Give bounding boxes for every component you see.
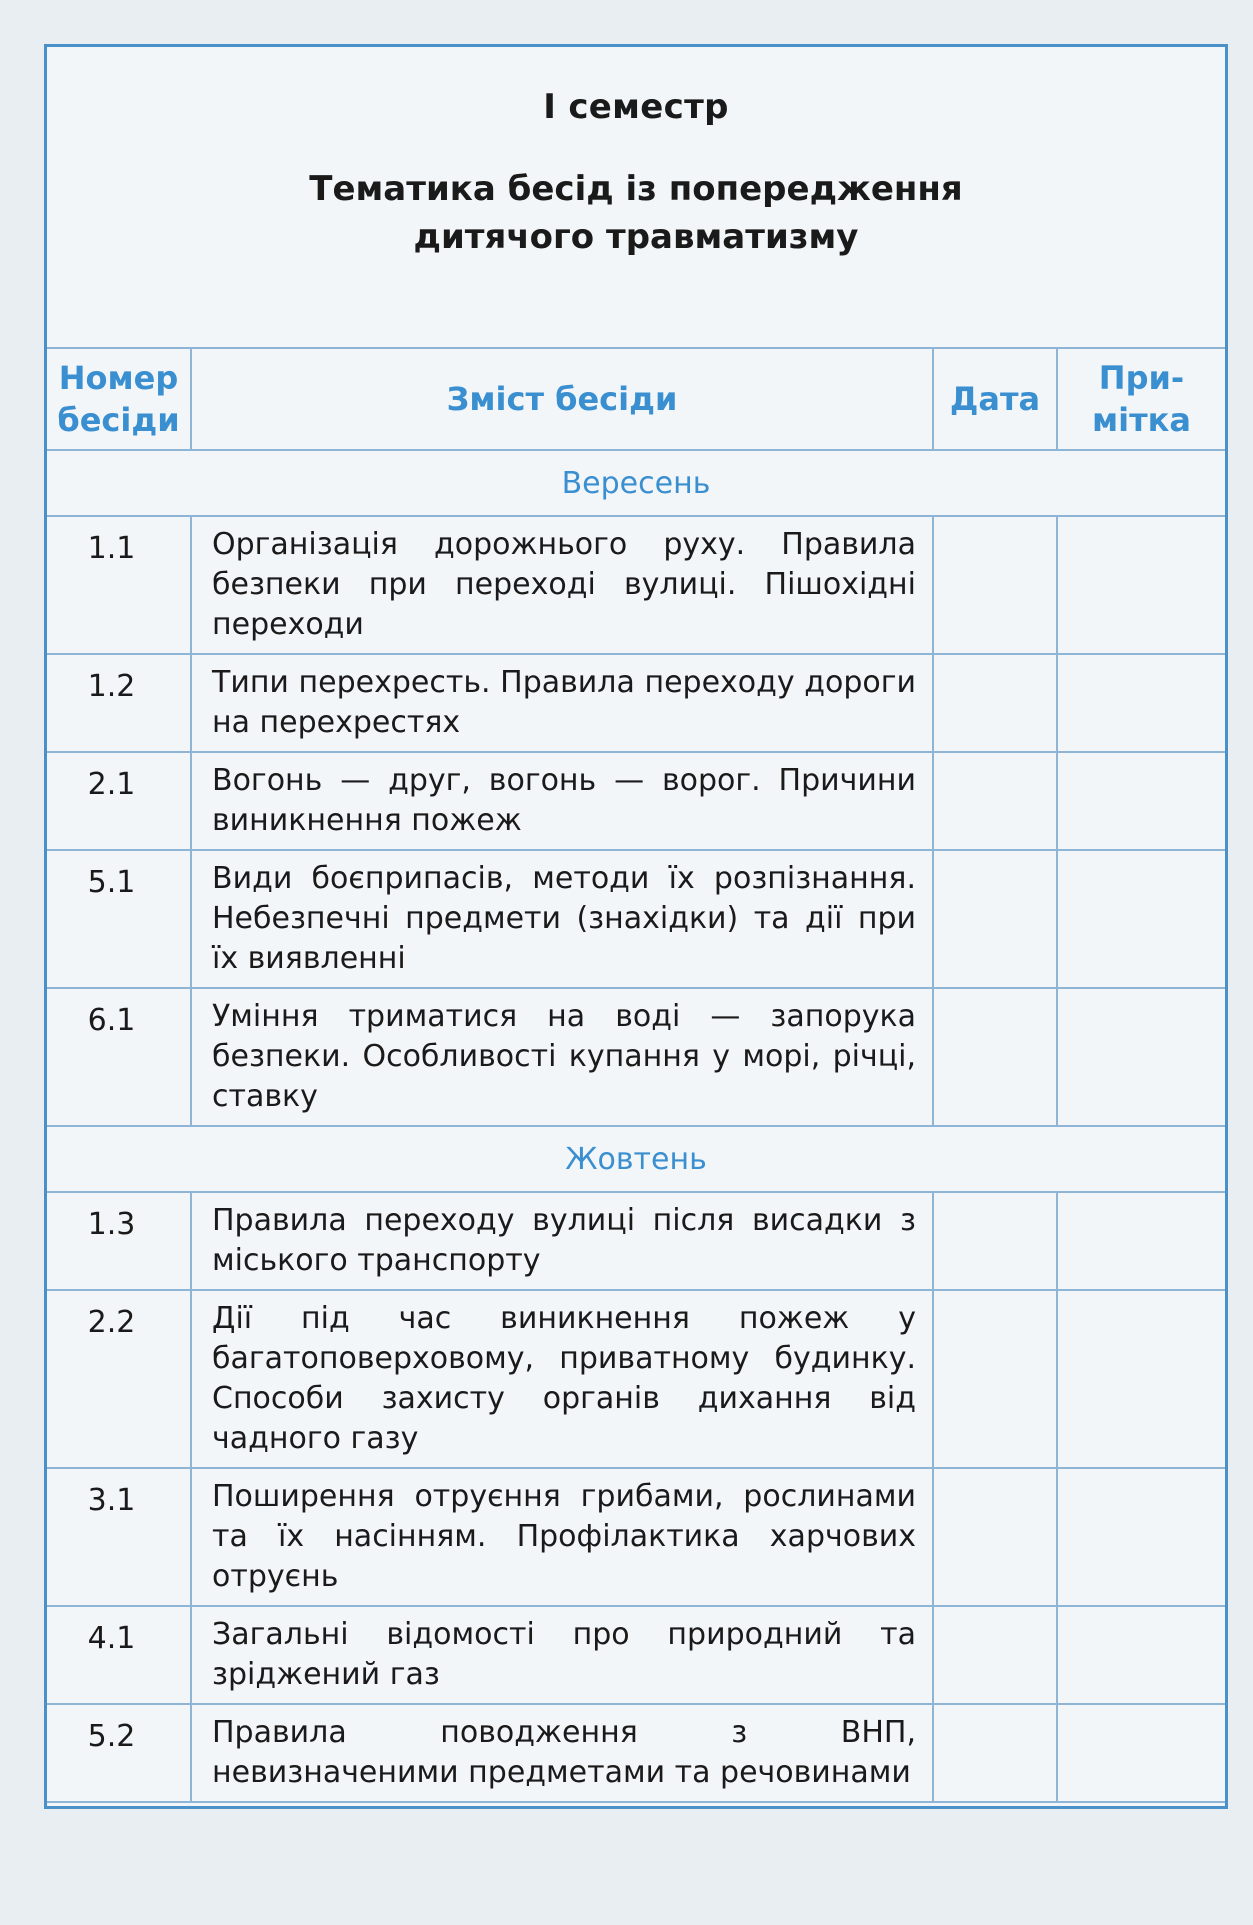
month-label: Вересень <box>47 450 1225 516</box>
note-cell <box>1057 1468 1225 1606</box>
table-row <box>47 1192 1225 1290</box>
date-cell <box>933 1704 1057 1802</box>
table-row <box>47 850 1225 988</box>
header-number-line-1: Номер <box>58 359 179 397</box>
date-cell <box>933 1192 1057 1290</box>
conversation-content: Поширення отруєння грибами, рослинами та їх насінням. Профілактика харчових отруєнь <box>191 1468 933 1606</box>
date-cell <box>933 752 1057 850</box>
table-row <box>47 1704 1225 1802</box>
table-row <box>47 1290 1225 1468</box>
header-note <box>1057 348 1225 450</box>
date-cell <box>933 988 1057 1126</box>
table-row <box>47 1468 1225 1606</box>
date-cell <box>933 1468 1057 1606</box>
date-cell <box>933 654 1057 752</box>
table-row <box>47 654 1225 752</box>
conversation-number: 2.1 <box>47 752 191 850</box>
conversation-number: 5.1 <box>47 850 191 988</box>
conversation-content: Типи перехресть. Правила переходу дороги на перехрестях <box>191 654 933 752</box>
conversation-content: Уміння триматися на воді — запорука безпеки. Особливості купання у морі, річці, ставку <box>191 988 933 1126</box>
header-number <box>47 348 191 450</box>
date-cell <box>933 850 1057 988</box>
conversation-number: 2.2 <box>47 1290 191 1468</box>
note-cell <box>1057 1290 1225 1468</box>
conversation-number: 1.3 <box>47 1192 191 1290</box>
header-content: Зміст бесіди <box>191 348 933 450</box>
date-cell <box>933 1606 1057 1704</box>
conversation-number: 3.1 <box>47 1468 191 1606</box>
table-row <box>47 516 1225 654</box>
note-cell <box>1057 850 1225 988</box>
month-row <box>47 450 1225 516</box>
conversation-content: Види боєприпасів, методи їх розпізнання. Небезпечні предмети (знахідки) та дії при їх виявленні <box>191 850 933 988</box>
date-cell <box>933 516 1057 654</box>
month-label: Жовтень <box>47 1126 1225 1192</box>
page-title-line-2: дитячого травматизму <box>413 217 859 257</box>
conversation-number: 6.1 <box>47 988 191 1126</box>
conversation-number: 4.1 <box>47 1606 191 1704</box>
conversation-content: Правила поводження з ВНП, невизначеними предметами та речовинами <box>191 1704 933 1802</box>
page-frame <box>44 44 1228 1809</box>
conversation-number: 5.2 <box>47 1704 191 1802</box>
header-note-line-1: При- <box>1098 359 1185 397</box>
conversation-content: Дії під час виникнення пожеж у багатоповерховому, приватному будинку. Способи захисту органів дихання від чадного газу <box>191 1290 933 1468</box>
date-cell <box>933 1290 1057 1468</box>
table-row <box>47 752 1225 850</box>
note-cell <box>1057 516 1225 654</box>
note-cell <box>1057 1606 1225 1704</box>
table-body <box>47 450 1225 1802</box>
table-row <box>47 988 1225 1126</box>
conversation-content: Загальні відомості про природний та зріджений газ <box>191 1606 933 1704</box>
header-number-line-2: бесіди <box>57 401 180 439</box>
conversation-number: 1.2 <box>47 654 191 752</box>
conversation-table <box>47 347 1225 1803</box>
note-cell <box>1057 988 1225 1126</box>
note-cell <box>1057 654 1225 752</box>
header-note-line-2: мітка <box>1092 401 1191 439</box>
conversation-content: Вогонь — друг, вогонь — ворог. Причини виникнення пожеж <box>191 752 933 850</box>
note-cell <box>1057 1192 1225 1290</box>
note-cell <box>1057 1704 1225 1802</box>
conversation-content: Правила переходу вулиці після висадки з міського транспорту <box>191 1192 933 1290</box>
page-title-line-1: Тематика бесід із попередження <box>309 169 963 209</box>
semester-title: І семестр <box>543 87 729 127</box>
table-row <box>47 1606 1225 1704</box>
table-header-row <box>47 348 1225 450</box>
conversation-content: Організація дорожнього руху. Правила безпеки при переході вулиці. Пішохідні переходи <box>191 516 933 654</box>
header-date: Дата <box>933 348 1057 450</box>
page-title <box>47 165 1225 261</box>
month-row <box>47 1126 1225 1192</box>
conversation-number: 1.1 <box>47 516 191 654</box>
note-cell <box>1057 752 1225 850</box>
